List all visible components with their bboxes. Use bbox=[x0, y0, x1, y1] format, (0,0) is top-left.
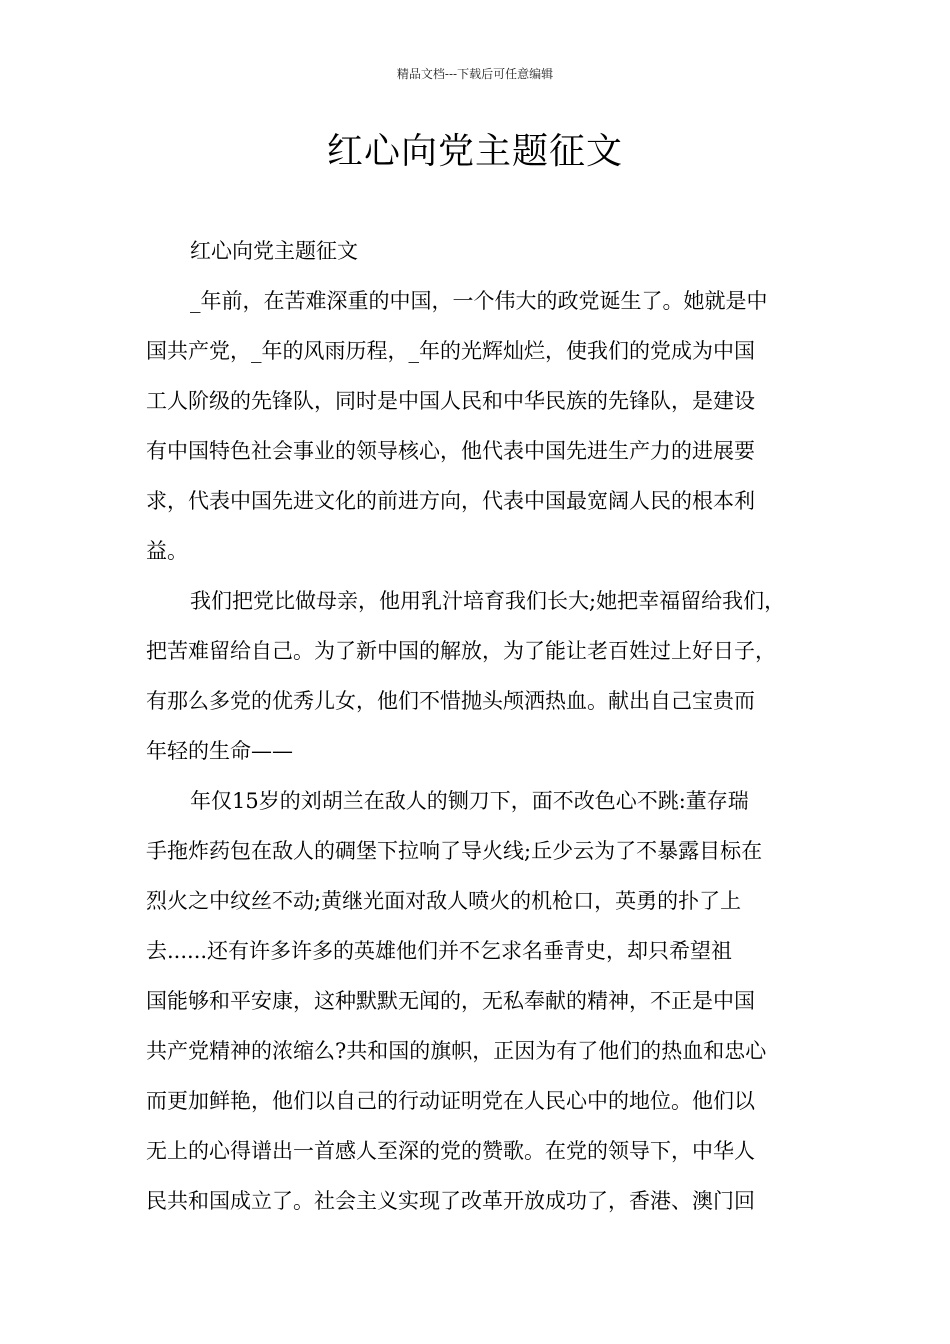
text-line: 有那么多党的优秀儿女，他们不惜抛头颅洒热血。献出自己宝贵而 bbox=[146, 689, 755, 713]
text-line: 益。 bbox=[146, 539, 188, 563]
page-header: 精品文档---下载后可任意编辑 bbox=[396, 67, 554, 81]
document-title: 红心向党主题征文 bbox=[326, 131, 623, 172]
paragraph bbox=[146, 576, 826, 776]
text-line: 民共和国成立了。社会主义实现了改革开放成功了，香港、澳门回 bbox=[146, 1189, 755, 1213]
paragraph bbox=[146, 776, 826, 1226]
text-line: 年仅15岁的刘胡兰在敌人的铡刀下，面不改色心不跳:董存瑞 bbox=[190, 789, 749, 813]
text-line: 手拖炸药包在敌人的碉堡下拉响了导火线;丘少云为了不暴露目标在 bbox=[146, 839, 763, 863]
text-line: 求，代表中国先进文化的前进方向，代表中国最宽阔人民的根本利 bbox=[146, 489, 755, 513]
text-line: 去......还有许多许多的英雄他们并不乞求名垂青史，却只希望祖 bbox=[146, 939, 733, 963]
text-line: 年轻的生命—— bbox=[146, 739, 293, 763]
document-body bbox=[146, 226, 826, 1226]
text-line: 而更加鲜艳，他们以自己的行动证明党在人民心中的地位。他们以 bbox=[146, 1089, 755, 1113]
paragraph bbox=[146, 276, 826, 576]
paragraph bbox=[146, 226, 826, 276]
text-line: 有中国特色社会事业的领导核心，他代表中国先进生产力的进展要 bbox=[146, 439, 755, 463]
text-line: 国共产党，_年的风雨历程，_年的光辉灿烂，使我们的党成为中国 bbox=[146, 339, 755, 363]
text-line: 国能够和平安康，这种默默无闻的，无私奉献的精神，不正是中国 bbox=[146, 989, 755, 1013]
text-line: 工人阶级的先锋队，同时是中国人民和中华民族的先锋队，是建设 bbox=[146, 389, 755, 413]
text-line: 共产党精神的浓缩么?共和国的旗帜，正因为有了他们的热血和忠心 bbox=[146, 1039, 767, 1063]
text-line: 红心向党主题征文 bbox=[190, 239, 358, 263]
text-line: 烈火之中纹丝不动;黄继光面对敌人喷火的机枪口，英勇的扑了上 bbox=[146, 889, 742, 913]
text-line: 我们把党比做母亲，他用乳汁培育我们长大;她把幸福留给我们， bbox=[190, 589, 786, 613]
text-line: _年前，在苦难深重的中国，一个伟大的政党诞生了。她就是中 bbox=[190, 289, 768, 313]
text-line: 把苦难留给自己。为了新中国的解放，为了能让老百姓过上好日子， bbox=[146, 639, 776, 663]
text-line: 无上的心得谱出一首感人至深的党的赞歌。在党的领导下，中华人 bbox=[146, 1139, 755, 1163]
